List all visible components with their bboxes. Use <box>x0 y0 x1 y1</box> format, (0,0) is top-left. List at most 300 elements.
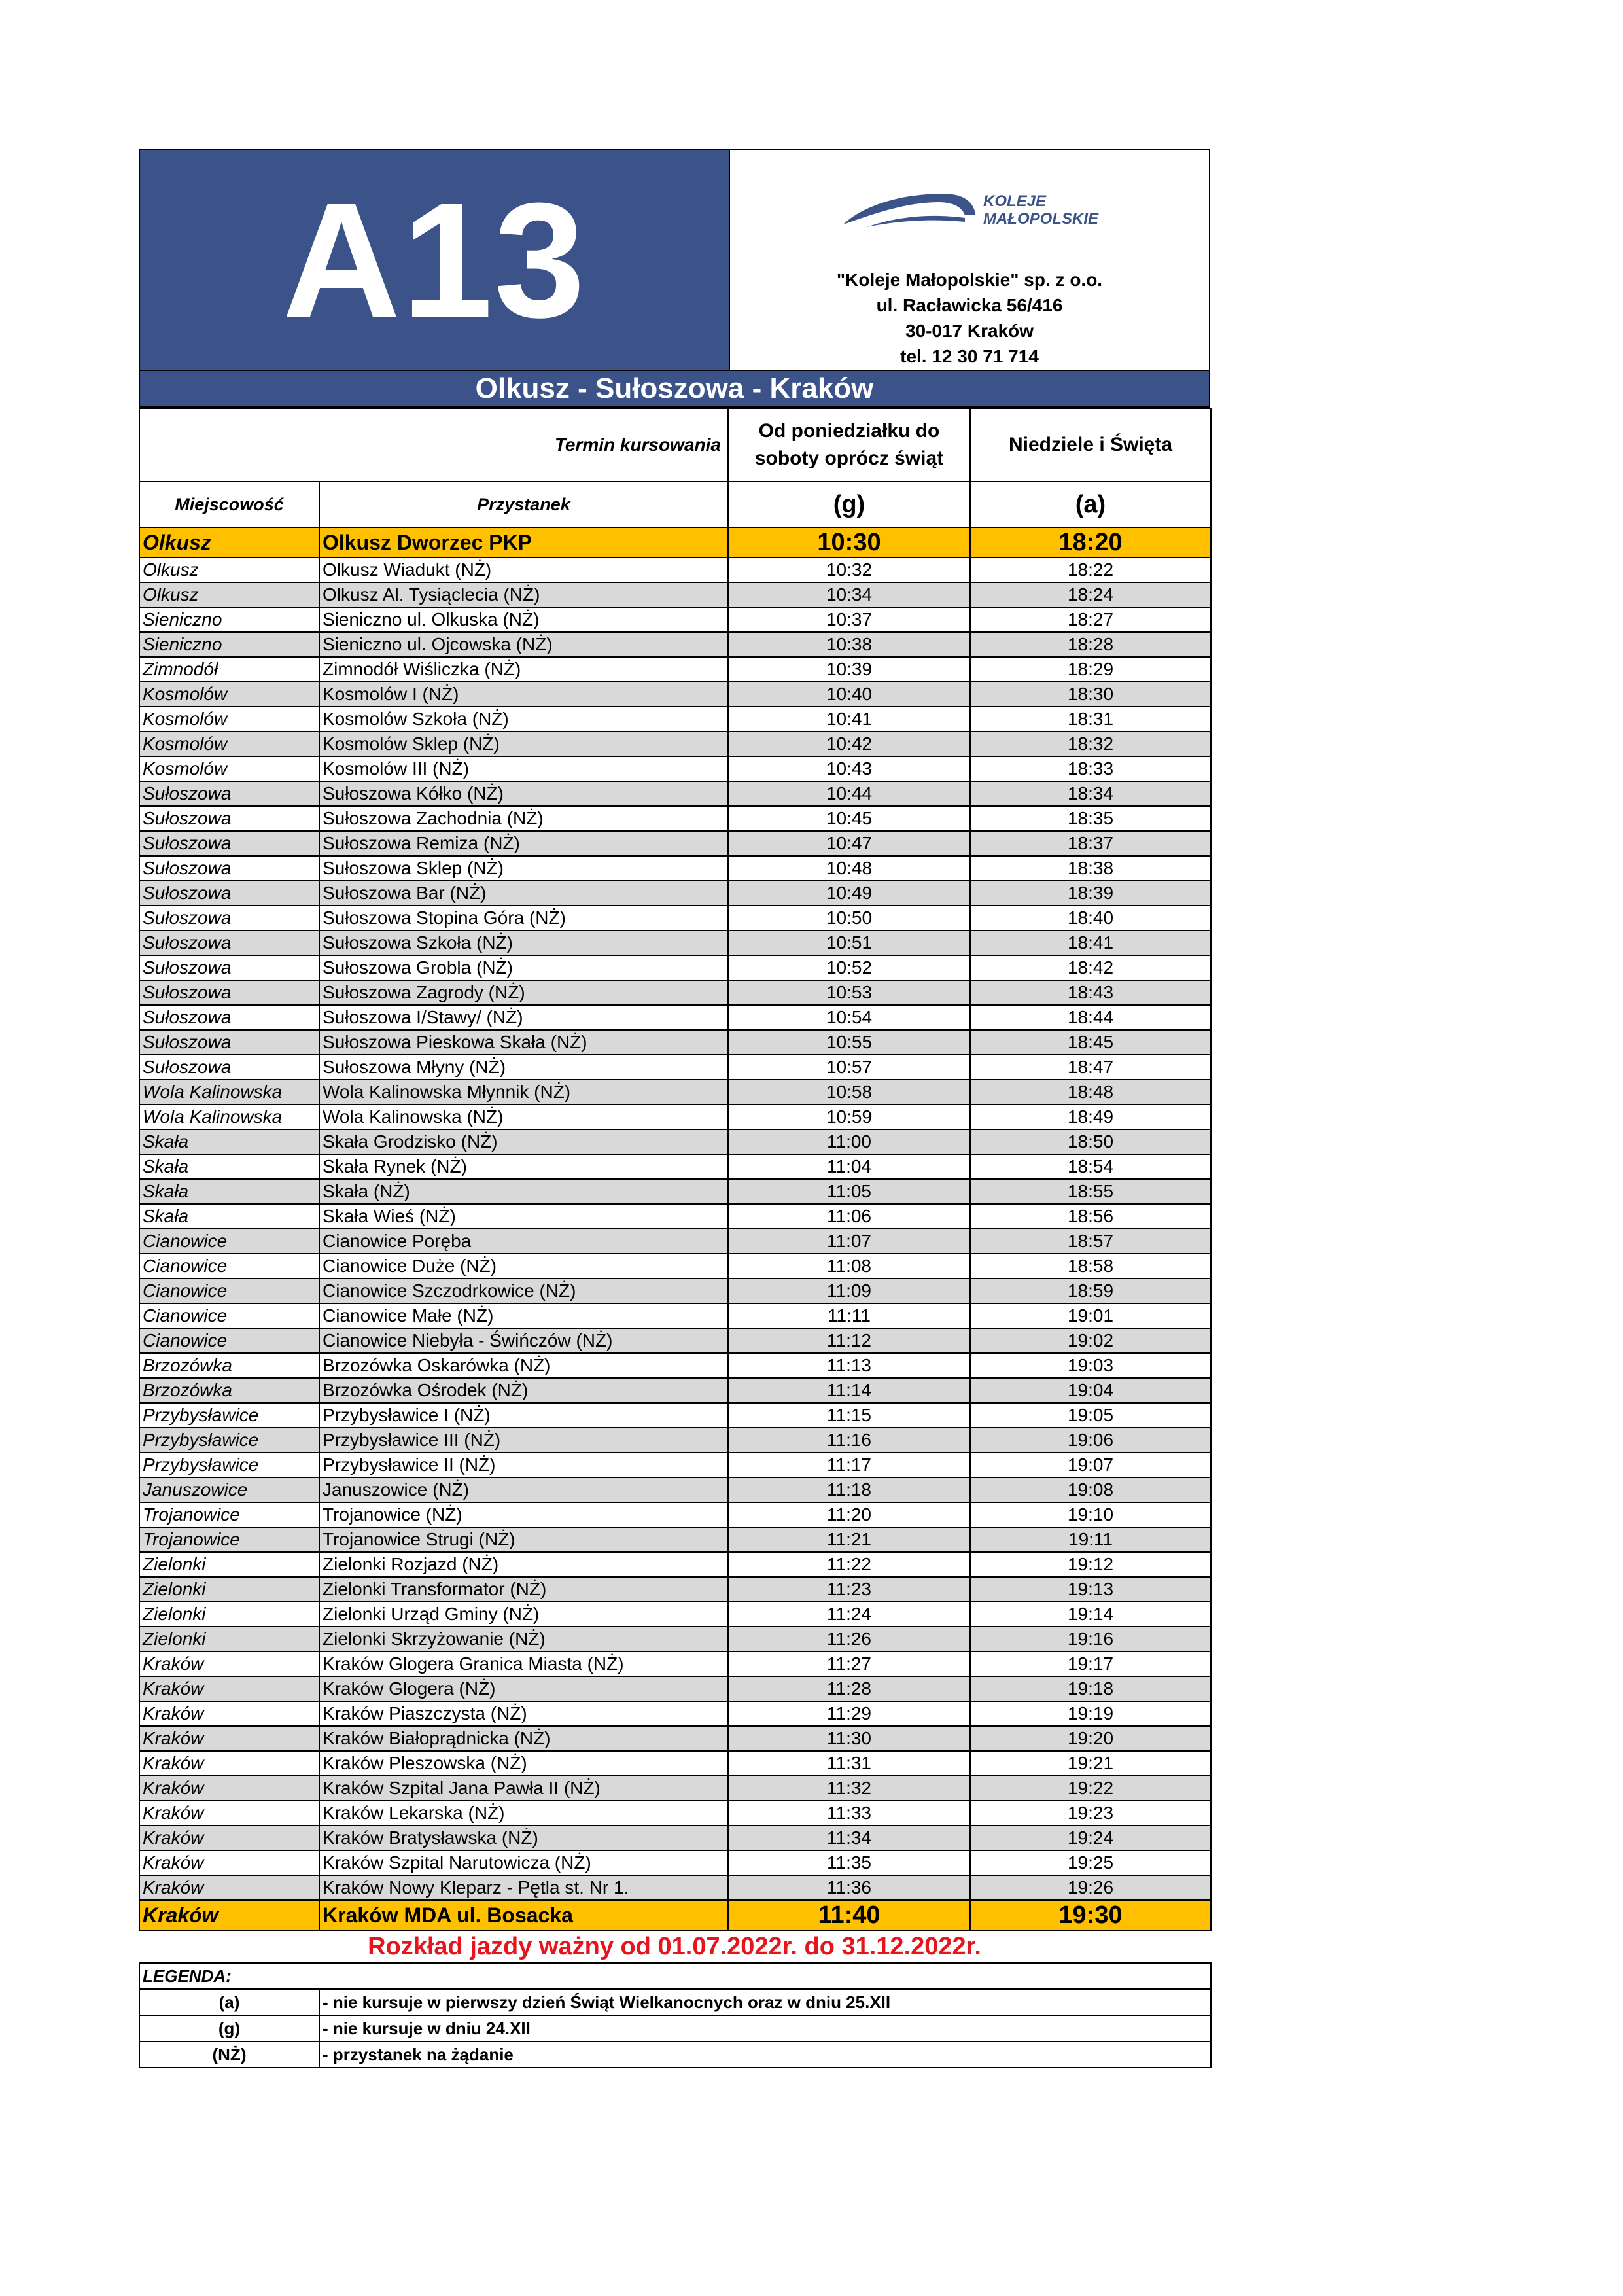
table-row <box>139 906 1211 930</box>
time-holiday: 18:44 <box>970 1005 1211 1030</box>
time-holiday: 19:07 <box>970 1453 1211 1477</box>
stop-name: Trojanowice Strugi (NŻ) <box>319 1527 728 1552</box>
route-title: Olkusz - Sułoszowa - Kraków <box>139 371 1210 408</box>
stop-name: Kraków Glogera (NŻ) <box>319 1676 728 1701</box>
table-row <box>139 1154 1211 1179</box>
company-street: ul. Racławicka 56/416 <box>876 295 1063 315</box>
stop-name: Przybysławice II (NŻ) <box>319 1453 728 1477</box>
service-weekday: Od poniedziałku do soboty oprócz świąt <box>728 408 970 482</box>
stop-name: Zimnodół Wiśliczka (NŻ) <box>319 657 728 682</box>
table-row <box>139 1627 1211 1651</box>
time-weekday: 11:17 <box>728 1453 970 1477</box>
legend-code: (g) <box>139 2015 319 2041</box>
table-row <box>139 1850 1211 1875</box>
table-row <box>139 980 1211 1005</box>
time-holiday: 19:10 <box>970 1502 1211 1527</box>
table-row <box>139 527 1211 557</box>
train-logo-icon <box>841 189 978 231</box>
stop-town: Cianowice <box>139 1254 319 1279</box>
time-holiday: 19:11 <box>970 1527 1211 1552</box>
table-row <box>139 1826 1211 1850</box>
stop-town: Sułoszowa <box>139 906 319 930</box>
time-weekday: 11:00 <box>728 1129 970 1154</box>
time-weekday: 11:05 <box>728 1179 970 1204</box>
company-phone: tel. 12 30 71 714 <box>900 346 1039 366</box>
stop-name: Skała Grodzisko (NŻ) <box>319 1129 728 1154</box>
time-holiday: 18:30 <box>970 682 1211 707</box>
stop-name: Trojanowice (NŻ) <box>319 1502 728 1527</box>
time-weekday: 11:32 <box>728 1776 970 1801</box>
time-holiday: 18:38 <box>970 856 1211 881</box>
time-holiday: 19:14 <box>970 1602 1211 1627</box>
table-row <box>139 781 1211 806</box>
table-row <box>139 1900 1211 1930</box>
time-holiday: 18:55 <box>970 1179 1211 1204</box>
stop-name: Kraków Glogera Granica Miasta (NŻ) <box>319 1651 728 1676</box>
time-holiday: 19:08 <box>970 1477 1211 1502</box>
stop-name: Zielonki Transformator (NŻ) <box>319 1577 728 1602</box>
time-weekday: 11:26 <box>728 1627 970 1651</box>
time-holiday: 18:58 <box>970 1254 1211 1279</box>
time-holiday: 19:18 <box>970 1676 1211 1701</box>
time-holiday: 18:40 <box>970 906 1211 930</box>
table-row <box>139 1676 1211 1701</box>
table-row <box>139 1428 1211 1453</box>
stop-town: Sułoszowa <box>139 1005 319 1030</box>
stop-name: Cianowice Duże (NŻ) <box>319 1254 728 1279</box>
time-weekday: 10:38 <box>728 632 970 657</box>
company-city: 30-017 Kraków <box>905 321 1034 341</box>
stop-name: Januszowice (NŻ) <box>319 1477 728 1502</box>
table-row <box>139 1129 1211 1154</box>
stop-name: Kraków Szpital Narutowicza (NŻ) <box>319 1850 728 1875</box>
route-code-box <box>140 150 730 370</box>
time-weekday: 11:29 <box>728 1701 970 1726</box>
time-holiday: 18:28 <box>970 632 1211 657</box>
term-label: Termin kursowania <box>139 408 728 482</box>
time-weekday: 11:36 <box>728 1875 970 1900</box>
table-row <box>139 1055 1211 1080</box>
time-holiday: 19:03 <box>970 1353 1211 1378</box>
time-weekday: 10:41 <box>728 707 970 732</box>
stop-town: Przybysławice <box>139 1403 319 1428</box>
time-holiday: 19:04 <box>970 1378 1211 1403</box>
time-weekday: 11:40 <box>728 1900 970 1930</box>
time-holiday: 18:34 <box>970 781 1211 806</box>
time-weekday: 10:43 <box>728 756 970 781</box>
stop-town: Zielonki <box>139 1602 319 1627</box>
time-weekday: 10:58 <box>728 1080 970 1104</box>
company-info <box>730 150 1209 370</box>
time-weekday: 10:57 <box>728 1055 970 1080</box>
time-holiday: 19:21 <box>970 1751 1211 1776</box>
table-row <box>139 806 1211 831</box>
stop-town: Kraków <box>139 1826 319 1850</box>
time-holiday: 18:48 <box>970 1080 1211 1104</box>
time-holiday: 18:20 <box>970 527 1211 557</box>
stop-name: Sułoszowa Pieskowa Skała (NŻ) <box>319 1030 728 1055</box>
stop-town: Sułoszowa <box>139 1055 319 1080</box>
stop-town: Zimnodół <box>139 657 319 682</box>
time-holiday: 18:37 <box>970 831 1211 856</box>
time-weekday: 11:24 <box>728 1602 970 1627</box>
stop-name: Sułoszowa Kółko (NŻ) <box>319 781 728 806</box>
stop-name: Sułoszowa Bar (NŻ) <box>319 881 728 906</box>
stop-name: Sieniczno ul. Ojcowska (NŻ) <box>319 632 728 657</box>
stop-name: Sułoszowa Sklep (NŻ) <box>319 856 728 881</box>
stop-town: Kraków <box>139 1726 319 1751</box>
stop-town: Kraków <box>139 1900 319 1930</box>
time-weekday: 10:53 <box>728 980 970 1005</box>
stop-name: Brzozówka Oskarówka (NŻ) <box>319 1353 728 1378</box>
stop-town: Sułoszowa <box>139 955 319 980</box>
table-row <box>139 1229 1211 1254</box>
stop-town: Kraków <box>139 1776 319 1801</box>
table-row <box>139 1453 1211 1477</box>
stop-name: Cianowice Szczodrkowice (NŻ) <box>319 1279 728 1303</box>
time-weekday: 10:48 <box>728 856 970 881</box>
stop-town: Skała <box>139 1179 319 1204</box>
stop-town: Sułoszowa <box>139 831 319 856</box>
table-row <box>139 1303 1211 1328</box>
stop-town: Cianowice <box>139 1328 319 1353</box>
time-weekday: 11:28 <box>728 1676 970 1701</box>
stop-name: Kraków Piaszczysta (NŻ) <box>319 1701 728 1726</box>
legend-text: - nie kursuje w pierwszy dzień Świąt Wielkanocnych oraz w dniu 25.XII <box>319 1989 1211 2015</box>
time-holiday: 19:26 <box>970 1875 1211 1900</box>
table-row <box>139 1204 1211 1229</box>
table-row <box>139 1651 1211 1676</box>
stop-town: Sułoszowa <box>139 881 319 906</box>
table-row <box>139 1701 1211 1726</box>
legend <box>139 1962 1212 2068</box>
table-row <box>139 1875 1211 1900</box>
time-holiday: 18:43 <box>970 980 1211 1005</box>
time-weekday: 11:15 <box>728 1403 970 1428</box>
time-holiday: 19:13 <box>970 1577 1211 1602</box>
time-weekday: 11:35 <box>728 1850 970 1875</box>
time-weekday: 11:13 <box>728 1353 970 1378</box>
validity-note: Rozkład jazdy ważny od 01.07.2022r. do 31.12.2022r. <box>368 1933 981 1960</box>
stop-name: Sułoszowa I/Stawy/ (NŻ) <box>319 1005 728 1030</box>
time-holiday: 19:23 <box>970 1801 1211 1826</box>
code-weekday: (g) <box>728 482 970 527</box>
stop-town: Sieniczno <box>139 607 319 632</box>
table-row <box>139 1254 1211 1279</box>
stop-name: Olkusz Al. Tysiąclecia (NŻ) <box>319 582 728 607</box>
stop-name: Kosmolów Sklep (NŻ) <box>319 732 728 756</box>
stop-name: Kraków Bratysławska (NŻ) <box>319 1826 728 1850</box>
stop-town: Sułoszowa <box>139 1030 319 1055</box>
stop-name: Sułoszowa Zachodnia (NŻ) <box>319 806 728 831</box>
stop-name: Zielonki Rozjazd (NŻ) <box>319 1552 728 1577</box>
stop-town: Brzozówka <box>139 1353 319 1378</box>
stop-name: Sułoszowa Zagrody (NŻ) <box>319 980 728 1005</box>
time-weekday: 11:18 <box>728 1477 970 1502</box>
service-holiday: Niedziele i Święta <box>970 408 1211 482</box>
time-weekday: 11:14 <box>728 1378 970 1403</box>
time-weekday: 10:42 <box>728 732 970 756</box>
stop-town: Trojanowice <box>139 1502 319 1527</box>
table-row <box>139 682 1211 707</box>
table-row <box>139 1527 1211 1552</box>
stop-town: Zielonki <box>139 1552 319 1577</box>
time-holiday: 19:30 <box>970 1900 1211 1930</box>
table-row <box>139 657 1211 682</box>
time-weekday: 10:54 <box>728 1005 970 1030</box>
time-holiday: 18:50 <box>970 1129 1211 1154</box>
stop-name: Olkusz Wiadukt (NŻ) <box>319 557 728 582</box>
table-row <box>139 1502 1211 1527</box>
time-weekday: 11:16 <box>728 1428 970 1453</box>
stop-name: Sułoszowa Stopina Góra (NŻ) <box>319 906 728 930</box>
time-holiday: 19:22 <box>970 1776 1211 1801</box>
time-holiday: 18:42 <box>970 955 1211 980</box>
table-row <box>139 1577 1211 1602</box>
stop-name: Sułoszowa Grobla (NŻ) <box>319 955 728 980</box>
time-weekday: 11:07 <box>728 1229 970 1254</box>
company-logo <box>841 187 1098 233</box>
time-holiday: 18:47 <box>970 1055 1211 1080</box>
time-holiday: 19:24 <box>970 1826 1211 1850</box>
company-name: "Koleje Małopolskie" sp. z o.o. <box>836 270 1103 290</box>
logo-line-2: MAŁOPOLSKIE <box>983 210 1098 228</box>
time-weekday: 11:08 <box>728 1254 970 1279</box>
stop-town: Kraków <box>139 1875 319 1900</box>
time-weekday: 11:21 <box>728 1527 970 1552</box>
stop-name: Kraków Nowy Kleparz - Pętla st. Nr 1. <box>319 1875 728 1900</box>
table-row <box>139 1776 1211 1801</box>
table-row <box>139 1801 1211 1826</box>
time-weekday: 10:47 <box>728 831 970 856</box>
time-holiday: 19:06 <box>970 1428 1211 1453</box>
column-header-town: Miejscowość <box>139 482 319 527</box>
stop-name: Kraków Lekarska (NŻ) <box>319 1801 728 1826</box>
table-row <box>139 632 1211 657</box>
table-row <box>139 955 1211 980</box>
logo-line-1: KOLEJE <box>983 192 1047 210</box>
stop-town: Cianowice <box>139 1279 319 1303</box>
time-weekday: 11:09 <box>728 1279 970 1303</box>
stop-town: Przybysławice <box>139 1428 319 1453</box>
stop-town: Kraków <box>139 1651 319 1676</box>
table-row <box>139 1328 1211 1353</box>
stop-name: Sułoszowa Szkoła (NŻ) <box>319 930 728 955</box>
time-holiday: 19:05 <box>970 1403 1211 1428</box>
table-row <box>139 881 1211 906</box>
stop-name: Skała Rynek (NŻ) <box>319 1154 728 1179</box>
stop-name: Kosmolów I (NŻ) <box>319 682 728 707</box>
stop-name: Kraków Szpital Jana Pawła II (NŻ) <box>319 1776 728 1801</box>
stop-name: Cianowice Poręba <box>319 1229 728 1254</box>
table-row <box>139 1104 1211 1129</box>
time-weekday: 10:55 <box>728 1030 970 1055</box>
stop-town: Sułoszowa <box>139 930 319 955</box>
timetable-sheet <box>139 149 1210 2068</box>
time-holiday: 18:22 <box>970 557 1211 582</box>
stop-name: Kosmolów III (NŻ) <box>319 756 728 781</box>
time-weekday: 10:52 <box>728 955 970 980</box>
time-holiday: 19:17 <box>970 1651 1211 1676</box>
header-block <box>139 149 1210 371</box>
time-weekday: 10:37 <box>728 607 970 632</box>
route-code: A13 <box>282 168 587 351</box>
time-holiday: 19:01 <box>970 1303 1211 1328</box>
time-weekday: 10:39 <box>728 657 970 682</box>
table-row <box>139 732 1211 756</box>
stop-name: Kosmolów Szkoła (NŻ) <box>319 707 728 732</box>
time-holiday: 19:19 <box>970 1701 1211 1726</box>
stop-name: Zielonki Skrzyżowanie (NŻ) <box>319 1627 728 1651</box>
time-holiday: 18:31 <box>970 707 1211 732</box>
stop-town: Trojanowice <box>139 1527 319 1552</box>
time-holiday: 18:27 <box>970 607 1211 632</box>
stop-name: Skała Wieś (NŻ) <box>319 1204 728 1229</box>
time-weekday: 11:20 <box>728 1502 970 1527</box>
stop-town: Kraków <box>139 1676 319 1701</box>
table-row <box>139 557 1211 582</box>
time-weekday: 10:44 <box>728 781 970 806</box>
column-header-row <box>139 482 1211 527</box>
time-weekday: 10:50 <box>728 906 970 930</box>
stop-town: Skała <box>139 1129 319 1154</box>
table-row <box>139 1179 1211 1204</box>
stop-town: Sułoszowa <box>139 856 319 881</box>
time-weekday: 10:59 <box>728 1104 970 1129</box>
time-holiday: 19:16 <box>970 1627 1211 1651</box>
stop-town: Cianowice <box>139 1303 319 1328</box>
legend-title-row <box>139 1963 1211 1989</box>
time-weekday: 10:40 <box>728 682 970 707</box>
stop-town: Olkusz <box>139 582 319 607</box>
legend-code: (NŻ) <box>139 2041 319 2068</box>
stop-name: Zielonki Urząd Gminy (NŻ) <box>319 1602 728 1627</box>
time-holiday: 18:41 <box>970 930 1211 955</box>
stop-town: Kosmolów <box>139 756 319 781</box>
stop-town: Sułoszowa <box>139 806 319 831</box>
stop-name: Kraków MDA ul. Bosacka <box>319 1900 728 1930</box>
stop-town: Skała <box>139 1204 319 1229</box>
legend-row <box>139 2015 1211 2041</box>
stop-name: Skała (NŻ) <box>319 1179 728 1204</box>
time-holiday: 19:12 <box>970 1552 1211 1577</box>
stop-town: Kosmolów <box>139 682 319 707</box>
time-holiday: 18:56 <box>970 1204 1211 1229</box>
code-holiday: (a) <box>970 482 1211 527</box>
table-row <box>139 582 1211 607</box>
time-holiday: 18:59 <box>970 1279 1211 1303</box>
table-row <box>139 831 1211 856</box>
stop-town: Brzozówka <box>139 1378 319 1403</box>
time-holiday: 18:33 <box>970 756 1211 781</box>
stop-town: Kosmolów <box>139 707 319 732</box>
stop-name: Cianowice Niebyła - Świńczów (NŻ) <box>319 1328 728 1353</box>
table-row <box>139 1403 1211 1428</box>
time-holiday: 19:20 <box>970 1726 1211 1751</box>
stop-name: Brzozówka Ośrodek (NŻ) <box>319 1378 728 1403</box>
legend-row <box>139 1989 1211 2015</box>
legend-text: - przystanek na żądanie <box>319 2041 1211 2068</box>
stop-name: Przybysławice I (NŻ) <box>319 1403 728 1428</box>
time-weekday: 11:33 <box>728 1801 970 1826</box>
stop-town: Kraków <box>139 1801 319 1826</box>
table-row <box>139 930 1211 955</box>
time-weekday: 10:49 <box>728 881 970 906</box>
legend-code: (a) <box>139 1989 319 2015</box>
table-row <box>139 1080 1211 1104</box>
stop-town: Olkusz <box>139 527 319 557</box>
stop-town: Sułoszowa <box>139 980 319 1005</box>
time-holiday: 18:32 <box>970 732 1211 756</box>
time-weekday: 11:23 <box>728 1577 970 1602</box>
stop-name: Cianowice Małe (NŻ) <box>319 1303 728 1328</box>
table-row <box>139 1279 1211 1303</box>
time-holiday: 18:29 <box>970 657 1211 682</box>
stop-town: Zielonki <box>139 1627 319 1651</box>
time-holiday: 18:24 <box>970 582 1211 607</box>
table-row <box>139 1030 1211 1055</box>
stop-town: Przybysławice <box>139 1453 319 1477</box>
stop-town: Wola Kalinowska <box>139 1104 319 1129</box>
time-weekday: 10:30 <box>728 527 970 557</box>
table-row <box>139 1477 1211 1502</box>
time-holiday: 18:35 <box>970 806 1211 831</box>
time-weekday: 11:27 <box>728 1651 970 1676</box>
stop-town: Olkusz <box>139 557 319 582</box>
stop-town: Skała <box>139 1154 319 1179</box>
time-weekday: 11:30 <box>728 1726 970 1751</box>
time-holiday: 18:45 <box>970 1030 1211 1055</box>
stop-town: Kraków <box>139 1850 319 1875</box>
time-holiday: 18:57 <box>970 1229 1211 1254</box>
table-row <box>139 1726 1211 1751</box>
legend-text: - nie kursuje w dniu 24.XII <box>319 2015 1211 2041</box>
time-weekday: 11:31 <box>728 1751 970 1776</box>
stop-name: Kraków Białoprądnicka (NŻ) <box>319 1726 728 1751</box>
stop-name: Wola Kalinowska (NŻ) <box>319 1104 728 1129</box>
table-row <box>139 1378 1211 1403</box>
time-weekday: 10:34 <box>728 582 970 607</box>
table-row <box>139 756 1211 781</box>
time-holiday: 19:02 <box>970 1328 1211 1353</box>
stop-name: Kraków Pleszowska (NŻ) <box>319 1751 728 1776</box>
stop-town: Sieniczno <box>139 632 319 657</box>
table-row <box>139 1751 1211 1776</box>
stop-town: Zielonki <box>139 1577 319 1602</box>
table-row <box>139 1602 1211 1627</box>
table-row <box>139 1552 1211 1577</box>
stop-town: Kraków <box>139 1751 319 1776</box>
time-weekday: 10:32 <box>728 557 970 582</box>
stop-town: Cianowice <box>139 1229 319 1254</box>
stop-name: Olkusz Dworzec PKP <box>319 527 728 557</box>
stop-town: Sułoszowa <box>139 781 319 806</box>
stop-town: Januszowice <box>139 1477 319 1502</box>
table-row <box>139 607 1211 632</box>
table-row <box>139 1005 1211 1030</box>
stop-town: Kosmolów <box>139 732 319 756</box>
table-row <box>139 707 1211 732</box>
time-weekday: 10:51 <box>728 930 970 955</box>
stop-name: Wola Kalinowska Młynnik (NŻ) <box>319 1080 728 1104</box>
company-address <box>837 267 1102 369</box>
table-row <box>139 856 1211 881</box>
time-weekday: 11:34 <box>728 1826 970 1850</box>
table-row <box>139 1353 1211 1378</box>
stop-name: Przybysławice III (NŻ) <box>319 1428 728 1453</box>
term-header-row <box>139 408 1211 482</box>
time-holiday: 18:49 <box>970 1104 1211 1129</box>
